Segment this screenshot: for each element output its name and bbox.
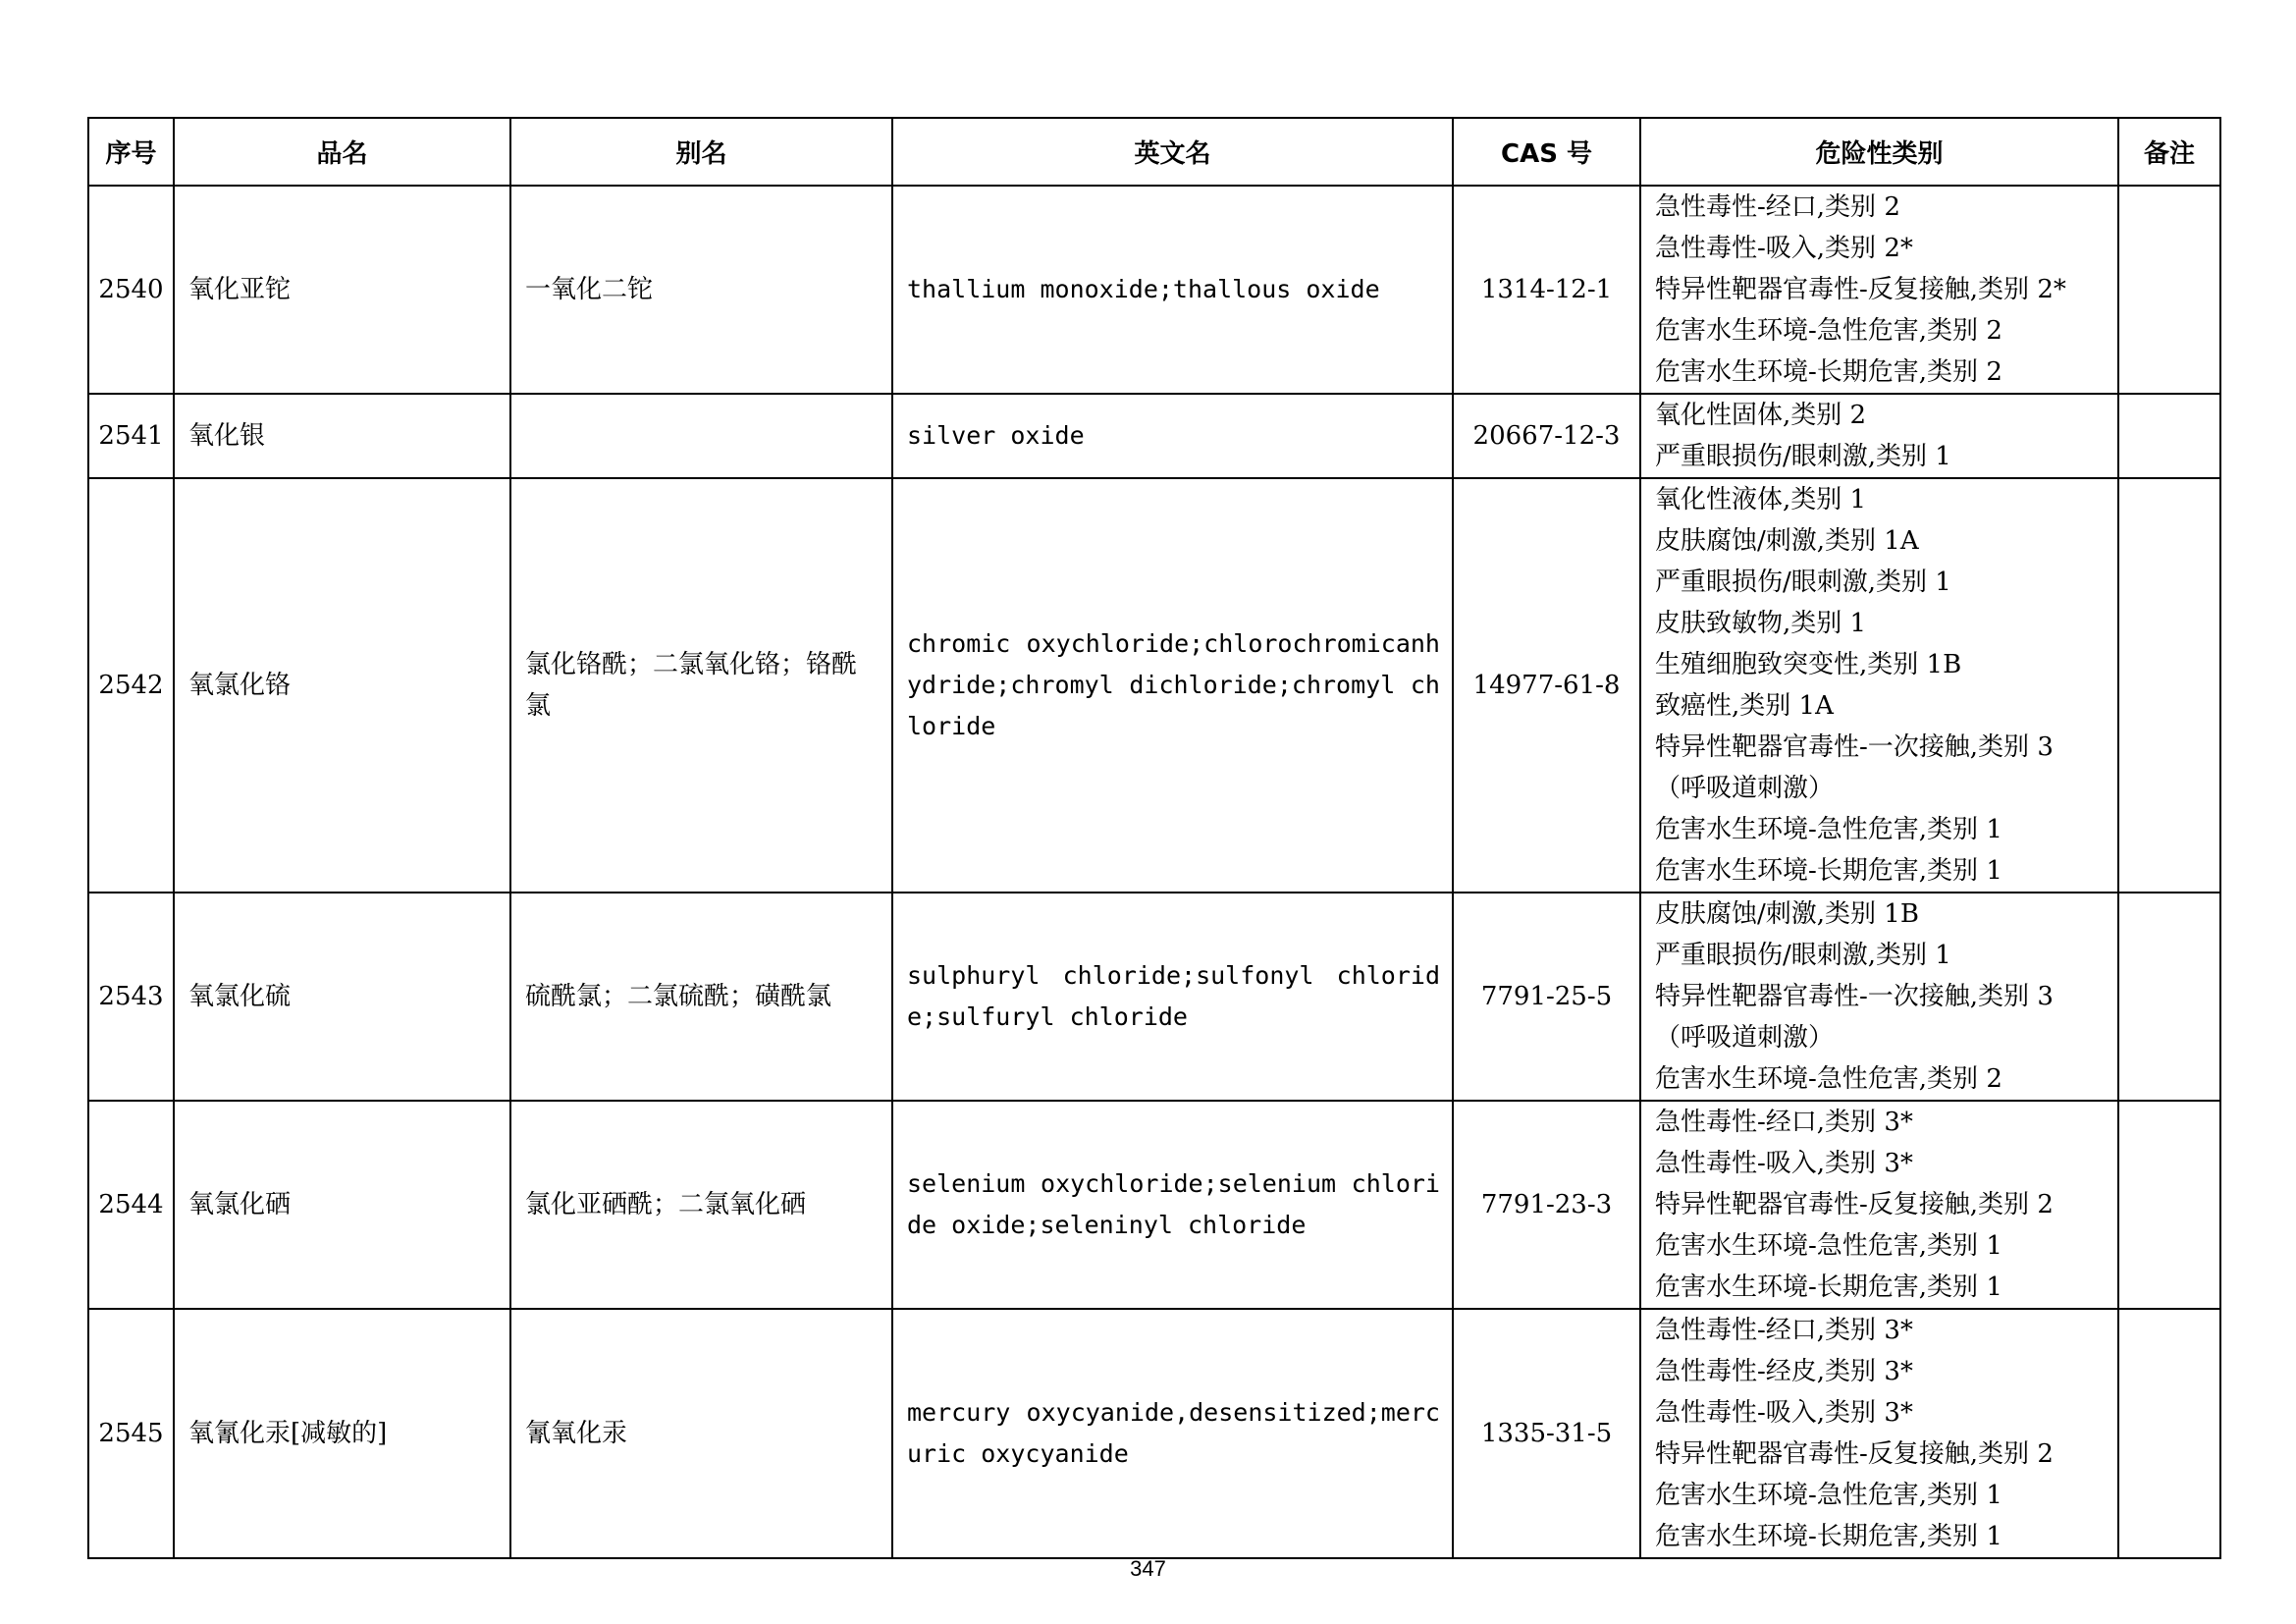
- remark-cell: [2118, 1309, 2220, 1558]
- cas-number-cell: 1314-12-1: [1453, 186, 1640, 394]
- hazard-line: （呼吸道刺激）: [1655, 1023, 1835, 1053]
- table-row: [88, 186, 2220, 394]
- alias-cell: 氯化铬酰；二氯氧化铬；铬酰氯: [510, 478, 892, 893]
- hazard-class-cell: [1640, 478, 2118, 893]
- hazard-line: （呼吸道刺激）: [1655, 774, 1835, 803]
- remark-cell: [2118, 478, 2220, 893]
- hazard-line: 危害水生环境-长期危害,类别 2: [1655, 357, 2002, 387]
- hazard-line: 特异性靶器官毒性-反复接触,类别 2: [1655, 1439, 2054, 1469]
- cas-number-cell: 14977-61-8: [1453, 478, 1640, 893]
- product-name-cell: 氧氯化硒: [174, 1101, 510, 1309]
- alias-cell: [510, 394, 892, 478]
- hazard-line: 急性毒性-经口,类别 2: [1655, 192, 1900, 222]
- english-name-cell: silver oxide: [892, 394, 1453, 478]
- product-name-cell: 氧氯化铬: [174, 478, 510, 893]
- hazard-line: 危害水生环境-急性危害,类别 2: [1655, 316, 2002, 346]
- page-number: 347: [1130, 1556, 1166, 1581]
- hazard-line: 严重眼损伤/眼刺激,类别 1: [1655, 442, 1951, 471]
- table-body: [88, 186, 2220, 1558]
- hazard-line: 急性毒性-吸入,类别 3*: [1655, 1398, 1913, 1428]
- hazard-line: 严重眼损伤/眼刺激,类别 1: [1655, 941, 1951, 970]
- hazard-line: 急性毒性-经口,类别 3*: [1655, 1108, 1913, 1137]
- hazard-class-cell: [1640, 1309, 2118, 1558]
- product-name-cell: 氧化银: [174, 394, 510, 478]
- header-product-name: 品名: [174, 118, 510, 186]
- table-row: [88, 893, 2220, 1101]
- hazard-line: 致癌性,类别 1A: [1655, 691, 1834, 721]
- serial-number-cell: 2542: [88, 478, 174, 893]
- hazard-line: 危害水生环境-长期危害,类别 1: [1655, 1272, 2002, 1302]
- hazard-line: 特异性靶器官毒性-一次接触,类别 3: [1655, 732, 2054, 762]
- hazard-class-cell: [1640, 893, 2118, 1101]
- hazard-class-cell: [1640, 186, 2118, 394]
- english-name-cell: chromic oxychloride;chlorochromicanhydride;chromyl dichloride;chromyl chloride: [892, 478, 1453, 893]
- product-name-cell: 氧化亚铊: [174, 186, 510, 394]
- serial-number-cell: 2544: [88, 1101, 174, 1309]
- chemical-table: [87, 117, 2221, 1559]
- hazard-line: 特异性靶器官毒性-反复接触,类别 2: [1655, 1190, 2054, 1219]
- cas-number-cell: 20667-12-3: [1453, 394, 1640, 478]
- header-row: [88, 118, 2220, 186]
- hazard-line: 氧化性固体,类别 2: [1655, 401, 1867, 430]
- table-row: [88, 478, 2220, 893]
- hazard-line: 皮肤腐蚀/刺激,类别 1A: [1655, 526, 1919, 556]
- header-alias: 别名: [510, 118, 892, 186]
- english-name-cell: mercury oxycyanide,desensitized;mercuric oxycyanide: [892, 1309, 1453, 1558]
- cas-number-cell: 1335-31-5: [1453, 1309, 1640, 1558]
- hazard-line: 生殖细胞致突变性,类别 1B: [1655, 650, 1962, 679]
- header-cas-number: CAS 号: [1453, 118, 1640, 186]
- product-name-cell: 氧氰化汞[减敏的]: [174, 1309, 510, 1558]
- remark-cell: [2118, 1101, 2220, 1309]
- hazard-line: 危害水生环境-急性危害,类别 2: [1655, 1064, 2002, 1094]
- remark-cell: [2118, 394, 2220, 478]
- alias-cell: 一氧化二铊: [510, 186, 892, 394]
- remark-cell: [2118, 186, 2220, 394]
- hazard-line: 特异性靶器官毒性-一次接触,类别 3: [1655, 982, 2054, 1011]
- serial-number-cell: 2543: [88, 893, 174, 1101]
- remark-cell: [2118, 893, 2220, 1101]
- hazard-line: 危害水生环境-长期危害,类别 1: [1655, 1522, 2002, 1551]
- english-name-cell: sulphuryl chloride;sulfonyl chloride;sulfuryl chloride: [892, 893, 1453, 1101]
- hazard-line: 急性毒性-吸入,类别 3*: [1655, 1149, 1913, 1178]
- hazard-line: 危害水生环境-急性危害,类别 1: [1655, 1231, 2002, 1261]
- hazard-line: 危害水生环境-急性危害,类别 1: [1655, 1481, 2002, 1510]
- alias-cell: 硫酰氯；二氯硫酰；磺酰氯: [510, 893, 892, 1101]
- alias-cell: 氯化亚硒酰；二氯氧化硒: [510, 1101, 892, 1309]
- hazard-class-cell: [1640, 394, 2118, 478]
- cas-number-cell: 7791-25-5: [1453, 893, 1640, 1101]
- hazard-line: 严重眼损伤/眼刺激,类别 1: [1655, 568, 1951, 597]
- english-name-cell: selenium oxychloride;selenium chloride oxide;seleninyl chloride: [892, 1101, 1453, 1309]
- serial-number-cell: 2541: [88, 394, 174, 478]
- table-row: [88, 1309, 2220, 1558]
- header-serial-number: 序号: [88, 118, 174, 186]
- hazard-line: 急性毒性-经皮,类别 3*: [1655, 1357, 1913, 1386]
- hazard-line: 特异性靶器官毒性-反复接触,类别 2*: [1655, 275, 2066, 304]
- header-hazard-class: 危险性类别: [1640, 118, 2118, 186]
- header-english-name: 英文名: [892, 118, 1453, 186]
- hazard-line: 急性毒性-经口,类别 3*: [1655, 1316, 1913, 1345]
- table-row: [88, 394, 2220, 478]
- hazard-line: 氧化性液体,类别 1: [1655, 485, 1867, 514]
- table-row: [88, 1101, 2220, 1309]
- serial-number-cell: 2545: [88, 1309, 174, 1558]
- product-name-cell: 氧氯化硫: [174, 893, 510, 1101]
- hazard-line: 危害水生环境-长期危害,类别 1: [1655, 856, 2002, 886]
- serial-number-cell: 2540: [88, 186, 174, 394]
- alias-cell: 氰氧化汞: [510, 1309, 892, 1558]
- hazard-line: 皮肤致敏物,类别 1: [1655, 609, 1867, 638]
- hazard-class-cell: [1640, 1101, 2118, 1309]
- header-remark: 备注: [2118, 118, 2220, 186]
- hazard-line: 皮肤腐蚀/刺激,类别 1B: [1655, 899, 1919, 929]
- cas-number-cell: 7791-23-3: [1453, 1101, 1640, 1309]
- english-name-cell: thallium monoxide;thallous oxide: [892, 186, 1453, 394]
- hazard-line: 危害水生环境-急性危害,类别 1: [1655, 815, 2002, 844]
- hazard-line: 急性毒性-吸入,类别 2*: [1655, 234, 1913, 263]
